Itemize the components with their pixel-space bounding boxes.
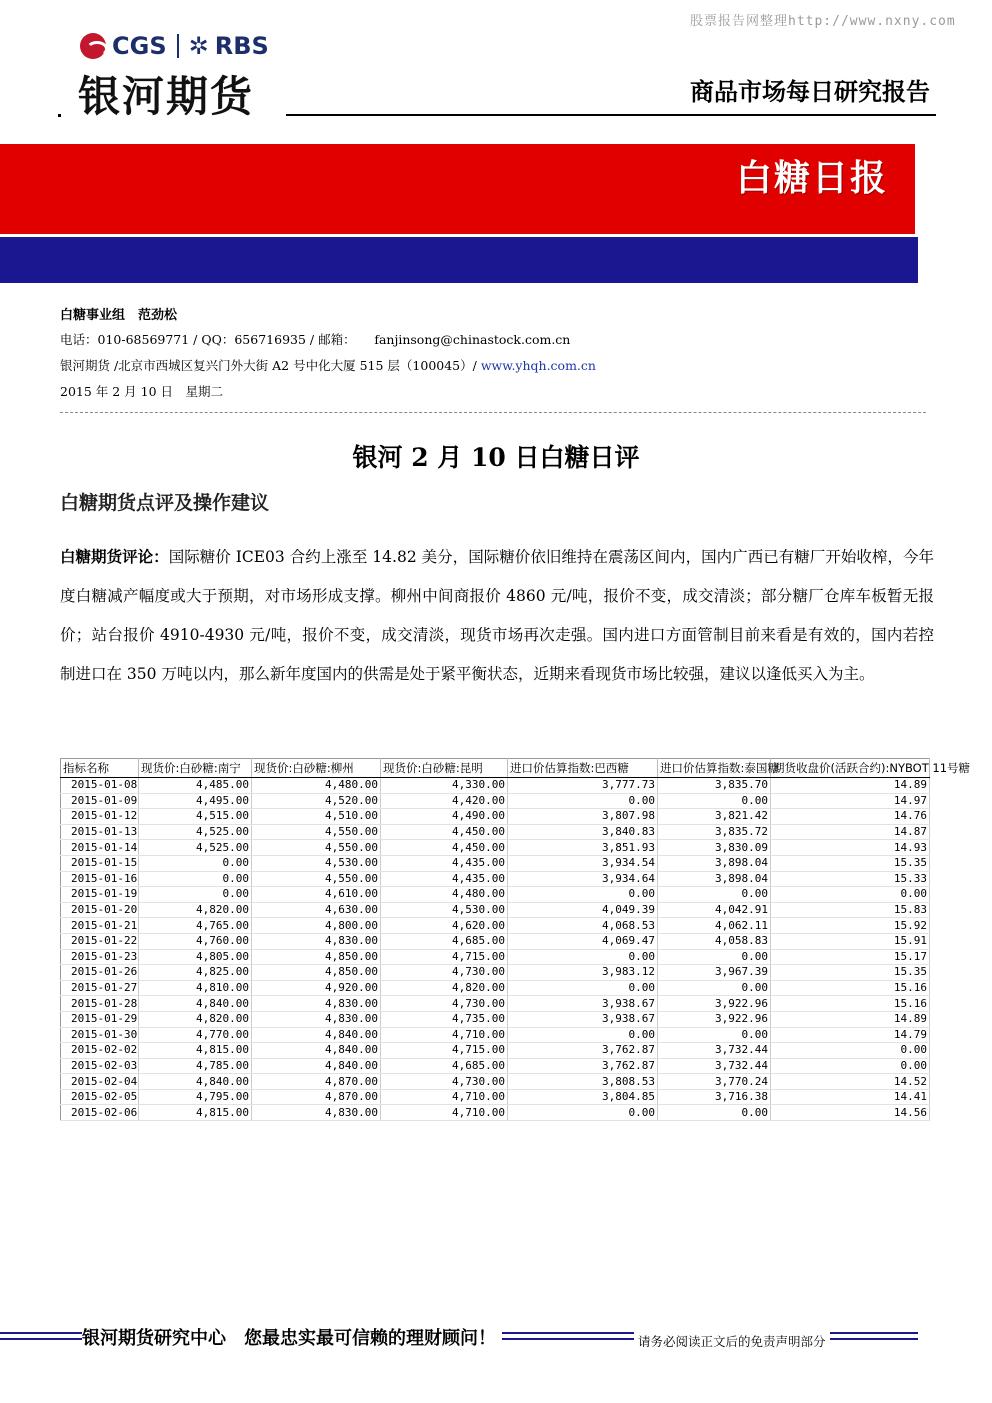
- table-value-cell: 4,715.00: [381, 1043, 508, 1059]
- table-date-cell: 2015-01-13: [61, 824, 139, 840]
- table-value-cell: 4,815.00: [139, 1105, 252, 1121]
- table-row: [61, 949, 930, 965]
- table-row: [61, 871, 930, 887]
- table-date-cell: 2015-01-14: [61, 840, 139, 856]
- table-date-cell: 2015-01-15: [61, 855, 139, 871]
- table-value-cell: 3,938.67: [508, 996, 658, 1012]
- table-value-cell: 4,730.00: [381, 965, 508, 981]
- website-link[interactable]: www.yhqh.com.cn: [480, 358, 596, 373]
- table-value-cell: 0.00: [771, 1058, 930, 1074]
- table-value-cell: 4,710.00: [381, 1089, 508, 1105]
- table-date-cell: 2015-02-03: [61, 1058, 139, 1074]
- table-header-cell: 进口价估算指数:泰国糖: [658, 759, 771, 778]
- table-value-cell: 0.00: [771, 887, 930, 903]
- table-date-cell: 2015-02-05: [61, 1089, 139, 1105]
- table-value-cell: 0.00: [771, 1043, 930, 1059]
- table-value-cell: 4,830.00: [252, 933, 381, 949]
- table-value-cell: 0.00: [508, 1105, 658, 1121]
- table-value-cell: 4,610.00: [252, 887, 381, 903]
- table-value-cell: 4,530.00: [381, 902, 508, 918]
- watermark-text: 股票报告网整理http://www.nxny.com: [690, 14, 956, 29]
- page-title: 银河 2 月 10 日白糖日评: [352, 443, 640, 472]
- table-value-cell: 4,435.00: [381, 871, 508, 887]
- table-header-cell: 期货收盘价(活跃合约):NYBOT 11号糖: [771, 759, 930, 778]
- table-value-cell: 4,840.00: [139, 996, 252, 1012]
- table-value-cell: 4,920.00: [252, 980, 381, 996]
- table-value-cell: 4,830.00: [252, 1105, 381, 1121]
- table-value-cell: 0.00: [508, 1027, 658, 1043]
- table-value-cell: 14.56: [771, 1105, 930, 1121]
- table-value-cell: 3,922.96: [658, 1011, 771, 1027]
- table-header-cell: 进口价估算指数:巴西糖: [508, 759, 658, 778]
- table-value-cell: 15.33: [771, 871, 930, 887]
- table-value-cell: 4,815.00: [139, 1043, 252, 1059]
- table-value-cell: 14.93: [771, 840, 930, 856]
- table-row: [61, 918, 930, 934]
- dashed-divider: [60, 412, 926, 413]
- commentary-text: 国际糖价 ICE03 合约上涨至 14.82 美分，国际糖价依旧维持在震荡区间内，国内广西已有糖厂开始收榨，今年度白糖减产幅度或大于预期，对市场形成支撑。柳州中间商报价 4860 元/吨，报价不变，成交清淡；部分糖厂仓库车板暂无报价；站台报价 4910-4930 元/吨，报价不变，成交清淡，现货市场再次走强。国内进口方面管制目前来看是有效的，国内若控制进口在 350 万吨以内，那么新年度国内的供需是处于紧平衡状态，近期来看现货市场比较强，建议以逢低买入为主。: [60, 548, 934, 683]
- table-value-cell: 3,898.04: [658, 871, 771, 887]
- table-value-cell: 3,732.44: [658, 1043, 771, 1059]
- section-heading: 白糖期货点评及操作建议: [60, 492, 270, 514]
- table-row: [61, 902, 930, 918]
- table-row: [61, 1105, 930, 1121]
- table-date-cell: 2015-02-02: [61, 1043, 139, 1059]
- banner-navy: [0, 237, 918, 283]
- table-value-cell: 4,730.00: [381, 1074, 508, 1090]
- table-value-cell: 4,480.00: [381, 887, 508, 903]
- table-value-cell: 3,934.54: [508, 855, 658, 871]
- table-value-cell: 4,730.00: [381, 996, 508, 1012]
- table-value-cell: 4,840.00: [252, 1058, 381, 1074]
- table-value-cell: 4,830.00: [252, 996, 381, 1012]
- table-row: [61, 1043, 930, 1059]
- table-row: [61, 1058, 930, 1074]
- table-value-cell: 15.35: [771, 965, 930, 981]
- table-value-cell: 4,840.00: [252, 1043, 381, 1059]
- footer-slogan: 银河期货研究中心 您最忠实最可信赖的理财顾问！: [82, 1324, 502, 1350]
- price-data-table: [60, 758, 971, 1121]
- table-value-cell: 4,062.11: [658, 918, 771, 934]
- table-date-cell: 2015-01-28: [61, 996, 139, 1012]
- table-date-cell: 2015-01-19: [61, 887, 139, 903]
- table-value-cell: 3,840.83: [508, 824, 658, 840]
- table-value-cell: 15.16: [771, 996, 930, 1012]
- table-value-cell: 4,042.91: [658, 902, 771, 918]
- table-value-cell: 4,765.00: [139, 918, 252, 934]
- table-date-cell: 2015-02-06: [61, 1105, 139, 1121]
- table-value-cell: 4,630.00: [252, 902, 381, 918]
- address-line: [60, 356, 596, 374]
- table-header-cell: 现货价:白砂糖:柳州: [252, 759, 381, 778]
- table-value-cell: 4,450.00: [381, 824, 508, 840]
- table-value-cell: 14.87: [771, 824, 930, 840]
- table-value-cell: 0.00: [658, 1027, 771, 1043]
- table-value-cell: 3,770.24: [658, 1074, 771, 1090]
- table-value-cell: 3,851.93: [508, 840, 658, 856]
- table-value-cell: 4,620.00: [381, 918, 508, 934]
- table-value-cell: 0.00: [508, 887, 658, 903]
- table-value-cell: 3,922.96: [658, 996, 771, 1012]
- report-date: 2015 年 2 月 10 日 星期二: [60, 384, 224, 399]
- table-value-cell: 4,715.00: [381, 949, 508, 965]
- table-value-cell: 4,530.00: [252, 855, 381, 871]
- table-value-cell: 0.00: [658, 980, 771, 996]
- table-date-cell: 2015-01-29: [61, 1011, 139, 1027]
- table-value-cell: 4,850.00: [252, 949, 381, 965]
- table-value-cell: 0.00: [658, 793, 771, 809]
- table-value-cell: 4,825.00: [139, 965, 252, 981]
- header-dot: [58, 114, 61, 117]
- table-header-cell: 现货价:白砂糖:昆明: [381, 759, 508, 778]
- table-row: [61, 965, 930, 981]
- table-value-cell: 15.35: [771, 855, 930, 871]
- table-value-cell: 4,870.00: [252, 1089, 381, 1105]
- table-value-cell: 0.00: [508, 793, 658, 809]
- table-value-cell: 4,550.00: [252, 871, 381, 887]
- table-value-cell: 3,835.70: [658, 778, 771, 794]
- table-row: [61, 1027, 930, 1043]
- contact-info: 电话：010-68569771 / QQ：656716935 / 邮箱： fanjinsong@chinastock.com.cn: [60, 332, 571, 347]
- table-value-cell: 4,850.00: [252, 965, 381, 981]
- table-value-cell: 4,550.00: [252, 824, 381, 840]
- table-value-cell: 0.00: [139, 871, 252, 887]
- table-value-cell: 3,821.42: [658, 809, 771, 825]
- table-row: [61, 855, 930, 871]
- table-value-cell: 3,716.38: [658, 1089, 771, 1105]
- table-value-cell: 4,480.00: [252, 778, 381, 794]
- table-value-cell: 4,490.00: [381, 809, 508, 825]
- cgs-logo-icon: [80, 33, 106, 59]
- table-value-cell: 14.97: [771, 793, 930, 809]
- table-value-cell: 4,795.00: [139, 1089, 252, 1105]
- table-row: [61, 996, 930, 1012]
- footer-disclaimer-note: 请务必阅读正文后的免责声明部分: [634, 1332, 830, 1350]
- table-row: [61, 1089, 930, 1105]
- table-value-cell: 4,450.00: [381, 840, 508, 856]
- table-date-cell: 2015-01-30: [61, 1027, 139, 1043]
- table-value-cell: 4,710.00: [381, 1027, 508, 1043]
- table-date-cell: 2015-01-26: [61, 965, 139, 981]
- table-value-cell: 3,804.85: [508, 1089, 658, 1105]
- table-date-cell: 2015-01-22: [61, 933, 139, 949]
- table-value-cell: 4,485.00: [139, 778, 252, 794]
- table-value-cell: 4,840.00: [252, 1027, 381, 1043]
- table-value-cell: 3,808.53: [508, 1074, 658, 1090]
- table-value-cell: 14.79: [771, 1027, 930, 1043]
- table-value-cell: 15.17: [771, 949, 930, 965]
- table-row: [61, 980, 930, 996]
- table-value-cell: 15.16: [771, 980, 930, 996]
- table-value-cell: 4,068.53: [508, 918, 658, 934]
- table-date-cell: 2015-01-21: [61, 918, 139, 934]
- table-value-cell: 4,810.00: [139, 980, 252, 996]
- table-value-cell: 4,069.47: [508, 933, 658, 949]
- table-row: [61, 840, 930, 856]
- table-value-cell: 4,840.00: [139, 1074, 252, 1090]
- table-value-cell: 4,520.00: [252, 793, 381, 809]
- table-row: [61, 1074, 930, 1090]
- table-date-cell: 2015-01-20: [61, 902, 139, 918]
- table-value-cell: 4,735.00: [381, 1011, 508, 1027]
- banner-title: 白糖日报: [735, 158, 888, 199]
- table-value-cell: 15.83: [771, 902, 930, 918]
- table-value-cell: 4,515.00: [139, 809, 252, 825]
- table-value-cell: 14.89: [771, 1011, 930, 1027]
- table-value-cell: 3,762.87: [508, 1058, 658, 1074]
- table-value-cell: 4,820.00: [381, 980, 508, 996]
- table-date-cell: 2015-01-27: [61, 980, 139, 996]
- table-header-row: [61, 759, 930, 778]
- table-body: [61, 778, 930, 1121]
- brand-rbs: RBS: [214, 32, 269, 60]
- table-value-cell: 14.89: [771, 778, 930, 794]
- commentary-paragraph: [60, 538, 934, 694]
- commentary-lead: 白糖期货评论：: [60, 548, 169, 566]
- table-value-cell: 4,420.00: [381, 793, 508, 809]
- table-value-cell: 4,770.00: [139, 1027, 252, 1043]
- header-divider: [286, 114, 936, 116]
- table-value-cell: 4,785.00: [139, 1058, 252, 1074]
- table-value-cell: 14.76: [771, 809, 930, 825]
- table-value-cell: 4,805.00: [139, 949, 252, 965]
- table-value-cell: 4,049.39: [508, 902, 658, 918]
- table-value-cell: 3,732.44: [658, 1058, 771, 1074]
- table-value-cell: 15.92: [771, 918, 930, 934]
- table-value-cell: 4,685.00: [381, 1058, 508, 1074]
- table-value-cell: 4,058.83: [658, 933, 771, 949]
- table-value-cell: 4,550.00: [252, 840, 381, 856]
- table-value-cell: 3,777.73: [508, 778, 658, 794]
- table-value-cell: 3,938.67: [508, 1011, 658, 1027]
- table-value-cell: 3,967.39: [658, 965, 771, 981]
- logo-divider: [177, 34, 179, 58]
- table-value-cell: 3,898.04: [658, 855, 771, 871]
- table-row: [61, 824, 930, 840]
- table-value-cell: 4,510.00: [252, 809, 381, 825]
- table-value-cell: 0.00: [139, 887, 252, 903]
- table-value-cell: 3,807.98: [508, 809, 658, 825]
- table-row: [61, 778, 930, 794]
- table-value-cell: 4,330.00: [381, 778, 508, 794]
- table-header-cell: 指标名称: [61, 759, 139, 778]
- report-type: 商品市场每日研究报告: [690, 78, 930, 106]
- table-value-cell: 0.00: [139, 855, 252, 871]
- table-date-cell: 2015-01-16: [61, 871, 139, 887]
- table-value-cell: 3,762.87: [508, 1043, 658, 1059]
- table-date-cell: 2015-01-08: [61, 778, 139, 794]
- address-text: 银河期货 /北京市西城区复兴门外大街 A2 号中化大厦 515 层（100045）/: [60, 358, 481, 373]
- table-value-cell: 0.00: [508, 980, 658, 996]
- table-row: [61, 1011, 930, 1027]
- table-value-cell: 4,495.00: [139, 793, 252, 809]
- table-date-cell: 2015-01-23: [61, 949, 139, 965]
- table-row: [61, 887, 930, 903]
- table-value-cell: 4,760.00: [139, 933, 252, 949]
- table-value-cell: 3,934.64: [508, 871, 658, 887]
- brand-name-cn: 银河期货: [78, 72, 255, 121]
- table-value-cell: 4,870.00: [252, 1074, 381, 1090]
- table-date-cell: 2015-01-09: [61, 793, 139, 809]
- table-value-cell: 4,435.00: [381, 855, 508, 871]
- table-date-cell: 2015-02-04: [61, 1074, 139, 1090]
- table-value-cell: 4,710.00: [381, 1105, 508, 1121]
- rbs-logo-icon: ✲: [188, 32, 209, 60]
- author-group: 白糖事业组 范劲松: [60, 308, 178, 323]
- table-value-cell: 0.00: [508, 949, 658, 965]
- table-value-cell: 3,830.09: [658, 840, 771, 856]
- table-value-cell: 14.52: [771, 1074, 930, 1090]
- table-value-cell: 4,820.00: [139, 1011, 252, 1027]
- table-value-cell: 3,983.12: [508, 965, 658, 981]
- table-date-cell: 2015-01-12: [61, 809, 139, 825]
- table-value-cell: 0.00: [658, 949, 771, 965]
- table-row: [61, 809, 930, 825]
- table-row: [61, 793, 930, 809]
- table-value-cell: 3,835.72: [658, 824, 771, 840]
- brand-cgs: CGS: [112, 32, 167, 60]
- table-value-cell: 4,830.00: [252, 1011, 381, 1027]
- table-value-cell: 15.91: [771, 933, 930, 949]
- table-value-cell: 4,685.00: [381, 933, 508, 949]
- company-logo: [80, 32, 269, 60]
- table-value-cell: 4,800.00: [252, 918, 381, 934]
- table-value-cell: 4,820.00: [139, 902, 252, 918]
- table-value-cell: 0.00: [658, 887, 771, 903]
- table-row: [61, 933, 930, 949]
- table-value-cell: 14.41: [771, 1089, 930, 1105]
- table-header-cell: 现货价:白砂糖:南宁: [139, 759, 252, 778]
- table-value-cell: 0.00: [658, 1105, 771, 1121]
- table-value-cell: 4,525.00: [139, 840, 252, 856]
- table-value-cell: 4,525.00: [139, 824, 252, 840]
